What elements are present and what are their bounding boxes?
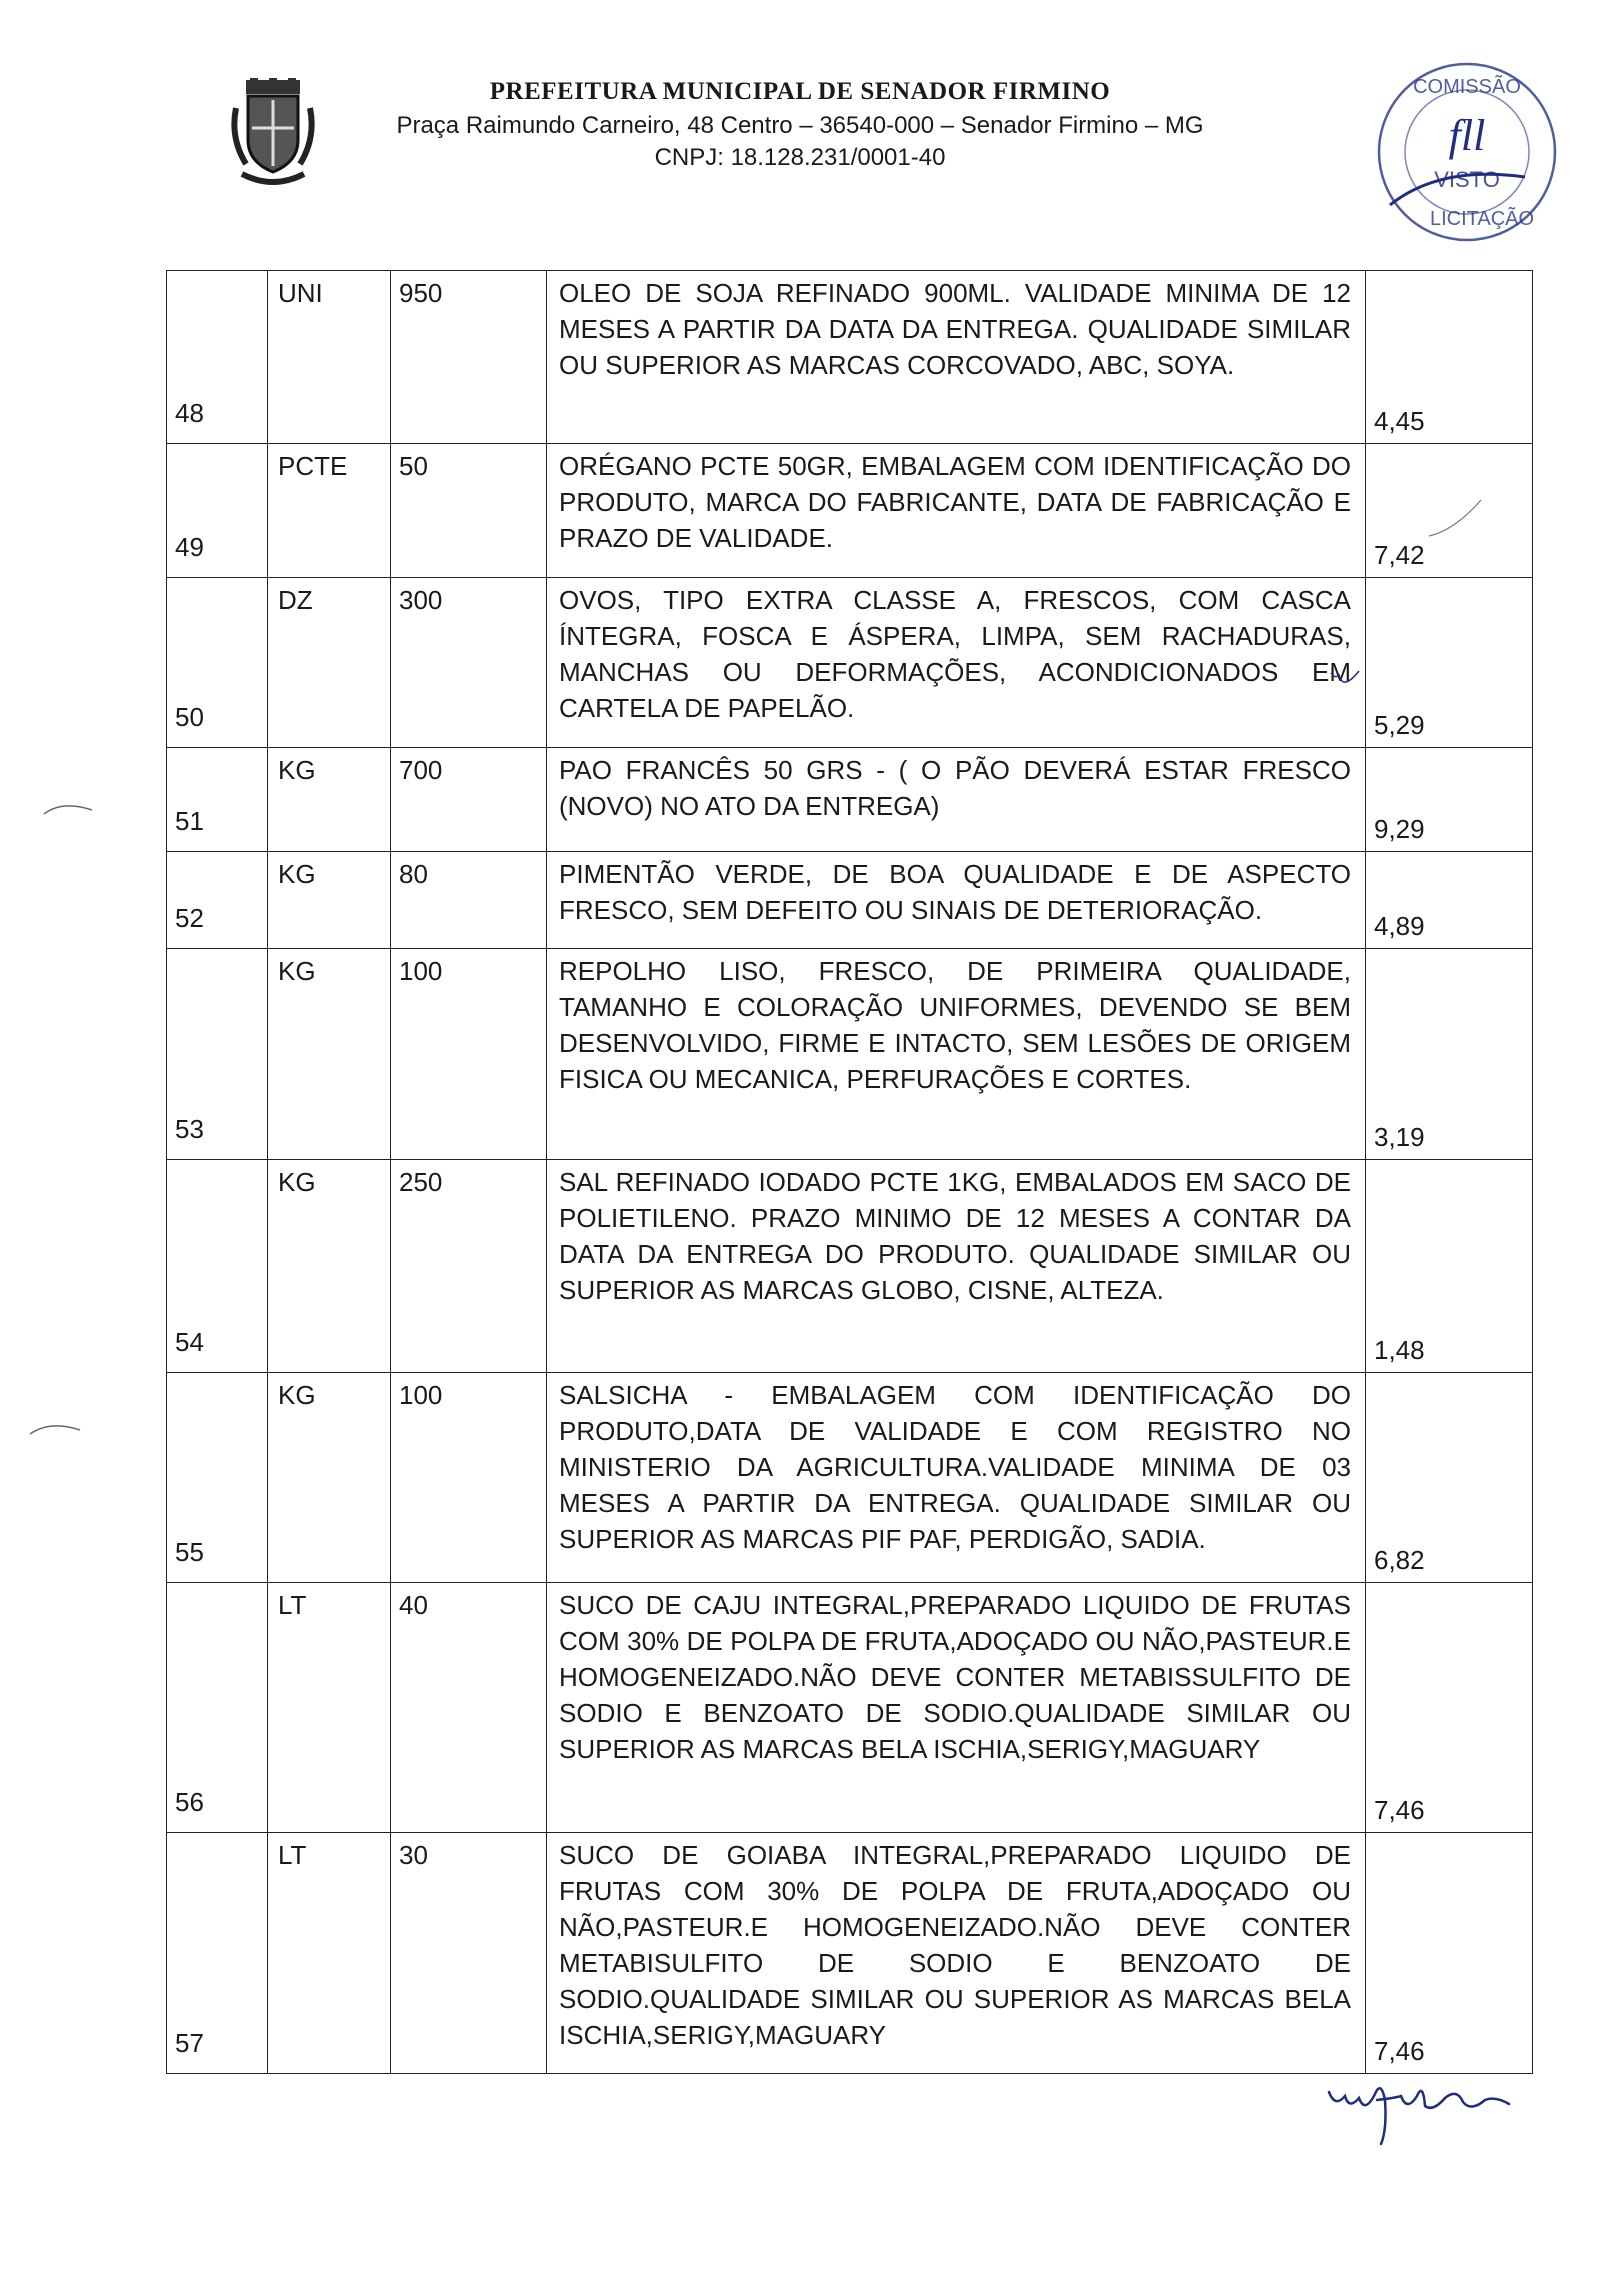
item-unit: LT xyxy=(268,1833,391,2074)
item-description: PAO FRANCÊS 50 GRS - ( O PÃO DEVERÁ ESTAR FRESCO (NOVO) NO ATO DA ENTREGA) xyxy=(547,748,1366,852)
table-row xyxy=(167,1583,1533,1833)
handwritten-signature xyxy=(1325,2070,1515,2150)
item-unit: KG xyxy=(268,1160,391,1373)
header-cnpj: CNPJ: 18.128.231/0001-40 xyxy=(654,144,946,171)
margin-mark xyxy=(1425,480,1485,540)
item-number: 50 xyxy=(167,578,268,748)
table-row xyxy=(167,852,1533,949)
item-price: 9,29 xyxy=(1366,748,1533,852)
item-description: PIMENTÃO VERDE, DE BOA QUALIDADE E DE ASPECTO FRESCO, SEM DEFEITO OU SINAIS DE DETERIORAÇÃO. xyxy=(547,852,1366,949)
item-price: 4,45 xyxy=(1366,271,1533,444)
item-unit: PCTE xyxy=(268,444,391,578)
item-description: OVOS, TIPO EXTRA CLASSE A, FRESCOS, COM CASCA ÍNTEGRA, FOSCA E ÁSPERA, LIMPA, SEM RACHADURAS, MANCHAS OU DEFORMAÇÕES, ACONDICIONADOS EM CARTELA DE PAPELÃO. xyxy=(547,578,1366,748)
table-row xyxy=(167,748,1533,852)
document-header xyxy=(0,70,1600,200)
item-unit: LT xyxy=(268,1583,391,1833)
item-quantity: 40 xyxy=(391,1583,547,1833)
item-price: 1,48 xyxy=(1366,1160,1533,1373)
item-unit: DZ xyxy=(268,578,391,748)
item-number: 53 xyxy=(167,949,268,1160)
item-number: 54 xyxy=(167,1160,268,1373)
item-price: 6,82 xyxy=(1366,1373,1533,1583)
table-row xyxy=(167,1160,1533,1373)
item-number: 52 xyxy=(167,852,268,949)
table-row xyxy=(167,578,1533,748)
table-row xyxy=(167,271,1533,444)
table-row xyxy=(167,1373,1533,1583)
table-row xyxy=(167,949,1533,1160)
item-quantity: 250 xyxy=(391,1160,547,1373)
item-description: SUCO DE CAJU INTEGRAL,PREPARADO LIQUIDO DE FRUTAS COM 30% DE POLPA DE FRUTA,ADOÇADO OU NÃO,PASTEUR.E HOMOGENEIZADO.NÃO DEVE CONTER METABISSULFITO DE SODIO E BENZOATO DE SODIO.QUALIDADE SIMILAR OU SUPERIOR AS MARCAS BELA ISCHIA,SERIGY,MAGUARY xyxy=(547,1583,1366,1833)
item-description: OLEO DE SOJA REFINADO 900ML. VALIDADE MINIMA DE 12 MESES A PARTIR DA DATA DA ENTREGA. QUALIDADE SIMILAR OU SUPERIOR AS MARCAS CORCOVADO, ABC, SOYA. xyxy=(547,271,1366,444)
item-description: ORÉGANO PCTE 50GR, EMBALAGEM COM IDENTIFICAÇÃO DO PRODUTO, MARCA DO FABRICANTE, DATA DE FABRICAÇÃO E PRAZO DE VALIDADE. xyxy=(547,444,1366,578)
item-number: 57 xyxy=(167,1833,268,2074)
items-table xyxy=(166,270,1533,2074)
stamp-middle-text: VISTO xyxy=(1434,167,1500,192)
item-price: 3,19 xyxy=(1366,949,1533,1160)
item-unit: KG xyxy=(268,1373,391,1583)
item-number: 49 xyxy=(167,444,268,578)
item-quantity: 950 xyxy=(391,271,547,444)
page-title: PREFEITURA MUNICIPAL DE SENADOR FIRMINO xyxy=(489,78,1111,105)
item-number: 48 xyxy=(167,271,268,444)
item-price: 5,29 xyxy=(1366,578,1533,748)
item-number: 56 xyxy=(167,1583,268,1833)
item-quantity: 100 xyxy=(391,949,547,1160)
item-quantity: 30 xyxy=(391,1833,547,2074)
item-unit: UNI xyxy=(268,271,391,444)
item-price: 4,89 xyxy=(1366,852,1533,949)
item-description: SAL REFINADO IODADO PCTE 1KG, EMBALADOS EM SACO DE POLIETILENO. PRAZO MINIMO DE 12 MESES A CONTAR DA DATA DA ENTREGA DO PRODUTO. QUALIDADE SIMILAR OU SUPERIOR AS MARCAS GLOBO, CISNE, ALTEZA. xyxy=(547,1160,1366,1373)
item-unit: KG xyxy=(268,949,391,1160)
table-row xyxy=(167,1833,1533,2074)
item-number: 55 xyxy=(167,1373,268,1583)
stamp-top-text: COMISSÃO xyxy=(1413,76,1521,98)
item-quantity: 80 xyxy=(391,852,547,949)
table-row xyxy=(167,444,1533,578)
margin-mark xyxy=(28,1420,88,1440)
item-number: 51 xyxy=(167,748,268,852)
margin-mark xyxy=(42,800,102,820)
item-quantity: 300 xyxy=(391,578,547,748)
commission-stamp xyxy=(1370,55,1565,250)
header-address: Praça Raimundo Carneiro, 48 Centro – 36540-000 – Senador Firmino – MG xyxy=(396,112,1204,139)
item-quantity: 50 xyxy=(391,444,547,578)
item-description: SUCO DE GOIABA INTEGRAL,PREPARADO LIQUIDO DE FRUTAS COM 30% DE POLPA DE FRUTA,ADOÇADO OU NÃO,PASTEUR.E HOMOGENEIZADO.NÃO DEVE CONTER METABISULFITO DE SODIO E BENZOATO DE SODIO.QUALIDADE SIMILAR OU SUPERIOR AS MARCAS BELA ISCHIA,SERIGY,MAGUARY xyxy=(547,1833,1366,2074)
margin-mark xyxy=(1325,665,1365,695)
item-unit: KG xyxy=(268,748,391,852)
item-description: REPOLHO LISO, FRESCO, DE PRIMEIRA QUALIDADE, TAMANHO E COLORAÇÃO UNIFORMES, DEVENDO SE BEM DESENVOLVIDO, FIRME E INTACTO, SEM LESÕES DE ORIGEM FISICA OU MECANICA, PERFURAÇÕES E CORTES. xyxy=(547,949,1366,1160)
item-price: 7,42 xyxy=(1366,444,1533,578)
stamp-bottom-text: LICITAÇÃO xyxy=(1429,208,1535,230)
item-unit: KG xyxy=(268,852,391,949)
item-price: 7,46 xyxy=(1366,1583,1533,1833)
item-quantity: 100 xyxy=(391,1373,547,1583)
item-description: SALSICHA - EMBALAGEM COM IDENTIFICAÇÃO DO PRODUTO,DATA DE VALIDADE E COM REGISTRO NO MINISTERIO DA AGRICULTURA.VALIDADE MINIMA DE 03 MESES A PARTIR DA ENTREGA. QUALIDADE SIMILAR OU SUPERIOR AS MARCAS PIF PAF, PERDIGÃO, SADIA. xyxy=(547,1373,1366,1583)
item-price: 7,46 xyxy=(1366,1833,1533,2074)
stamp-initials: fll xyxy=(1448,111,1486,160)
item-quantity: 700 xyxy=(391,748,547,852)
